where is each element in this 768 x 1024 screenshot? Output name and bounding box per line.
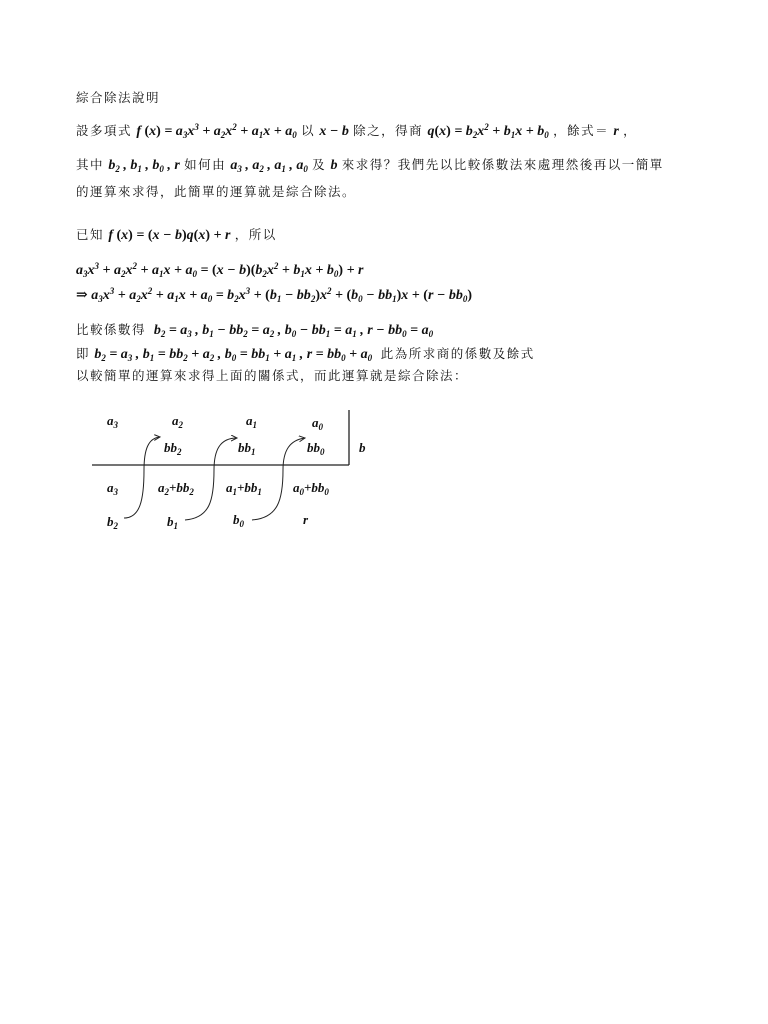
divisor-label: b [359, 440, 366, 455]
formula-b: b [330, 158, 338, 173]
paragraph-polynomial-definition: 設多項式 f $(x) = a_3x^3 + a_2x^2 + a_1x + a_0$ 以 x − b 除之，得商 $q(x) = b_2x^2 + b_1x + b_0$ ，餘式＝ r ， [76, 122, 638, 140]
equation-implies: ⇒ $a_3x^3 + a_2x^2 + a_1x + a_0 = b_2x^3 + (b_1 - bb_2)x^2 + (b_0 - bb_1)x + (r - bb_0)$ [76, 286, 473, 304]
formula-divisor: x − b [319, 124, 349, 139]
cell-a0: $a_0$ [312, 415, 323, 432]
arrow-b1-to-bb1 [185, 438, 237, 520]
formula-division-identity: f (x) = (x − b)q(x) + r [108, 228, 231, 243]
cell-sum-a2-bb2: $a_2+bb_2$ [158, 480, 194, 497]
paragraph-question: 其中 $b_2$ , $b_1$ , $b_0$ , r 如何由 $a_3$ , $a_2$ , $a_1$ , $a_0$ 及 b 來求得？我們先以比較係數法來處理然後再以一簡單 [76, 157, 664, 174]
cell-bb0: $bb_0$ [307, 440, 325, 457]
paragraph-closing: 以較簡單的運算來求得上面的關係式，而此運算就是綜合除法： [76, 368, 469, 383]
cell-b1: $b_1$ [167, 514, 178, 531]
cell-sum-a3: $a_3$ [107, 480, 118, 497]
cell-b0: $b_0$ [233, 512, 244, 529]
cell-sum-a1-bb1: $a_1+bb_1$ [226, 480, 262, 497]
formula-a-list: $a_3$ , $a_2$ , $a_1$ , $a_0$ [230, 158, 308, 174]
equation-expanded: $a_3x^3 + a_2x^2 + a_1x + a_0 = (x - b)(b_2x^2 + b_1x + b_0) + r$ [76, 261, 364, 279]
formula-r: r [613, 124, 619, 139]
paragraph-result: 即 $b_2 = a_3$ , $b_1 = bb_2 + a_2$ , $b_0 = bb_1 + a_1$ , $r = bb_0 + a_0$ 此為所求商的係數及餘式 [76, 346, 535, 363]
cell-bb1: $bb_1$ [238, 440, 256, 457]
page-title: 綜合除法說明 [76, 90, 161, 105]
formula-b-list: $b_2$ , $b_1$ , $b_0$ , r [108, 158, 180, 174]
cell-a2: $a_2$ [172, 413, 183, 430]
cell-r: r [303, 512, 309, 527]
cell-a3: $a_3$ [107, 413, 118, 430]
arrow-b2-to-bb2 [124, 437, 160, 518]
cell-bb2: $bb_2$ [164, 440, 182, 457]
formula-f: f $(x) = a_3x^3 + a_2x^2 + a_1x + a_0$ [136, 122, 297, 140]
paragraph-continuation: 的運算來求得，此簡單的運算就是綜合除法。 [76, 184, 357, 199]
paragraph-known: 已知 f (x) = (x − b)q(x) + r ，所以 [76, 227, 277, 243]
cell-b2: $b_2$ [107, 514, 118, 531]
formula-q: $q(x) = b_2x^2 + b_1x + b_0$ [427, 122, 549, 140]
paragraph-compare-coefficients: 比較係數得 $b_2 = a_3$ , $b_1 - bb_2 = a_2$ , $b_0 - bb_1 = a_1$ , $r - bb_0 = a_0$ [76, 322, 434, 339]
arrow-b0-to-bb0 [252, 438, 305, 520]
cell-sum-a0-bb0: $a_0+bb_0$ [293, 480, 329, 497]
cell-a1: $a_1$ [246, 413, 257, 430]
